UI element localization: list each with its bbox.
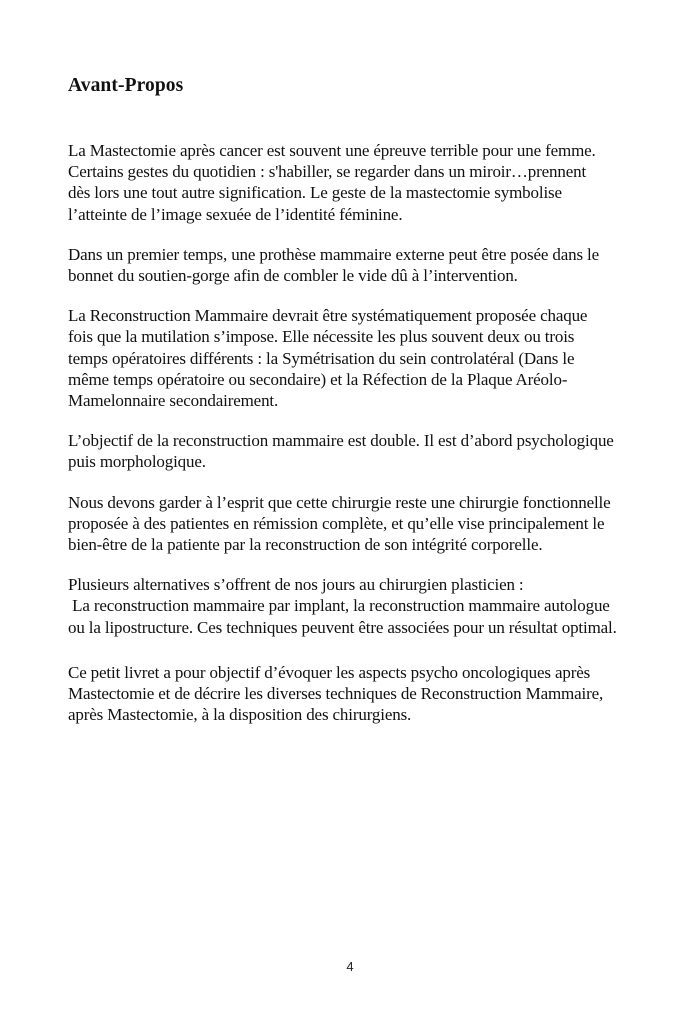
paragraph-line: La Mastectomie après cancer est souvent une épreuve terrible pour une femme.: [68, 141, 596, 160]
paragraph-line: Mamelonnaire secondairement.: [68, 391, 279, 411]
paragraph-line: puis morphologique.: [68, 452, 206, 472]
paragraph-line: même temps opératoire ou secondaire) et la Réfection de la Plaque Aréolo-: [68, 369, 568, 389]
paragraph-line: La Reconstruction Mammaire devrait être systématiquement proposée chaque: [68, 306, 588, 326]
paragraph-1: [68, 140, 658, 225]
paragraph-line: Certains gestes du quotidien : s'habiller, se regarder dans un miroir…prennent: [68, 162, 587, 182]
paragraph-line: La reconstruction mammaire par implant, la reconstruction mammaire autologue: [68, 596, 610, 616]
paragraph-line: fois que la mutilation s’impose. Elle nécessite les plus souvent deux ou trois: [68, 327, 575, 347]
paragraph-5: [68, 492, 658, 556]
paragraph-line: dès lors une tout autre signification. Le geste de la mastectomie symbolise: [68, 183, 562, 203]
paragraph-line: Nous devons garder à l’esprit que cette chirurgie reste une chirurgie fonctionnelle: [68, 492, 611, 512]
paragraph-4: [68, 430, 658, 472]
paragraph-line: après Mastectomie, à la disposition des chirurgiens.: [68, 705, 412, 725]
paragraph-line: temps opératoires différents : la Symétrisation du sein controlatéral (Dans le: [68, 348, 575, 368]
paragraph-line: Ce petit livret a pour objectif d’évoquer les aspects psycho oncologiques après: [68, 662, 591, 682]
paragraph-line: bien-être de la patiente par la reconstruction de son intégrité corporelle.: [68, 535, 543, 555]
page-heading: Avant-Propos: [68, 75, 184, 96]
paragraph-line: l’atteinte de l’image sexuée de l’identité féminine.: [68, 204, 403, 224]
paragraph-line: bonnet du soutien-gorge afin de combler le vide dû à l’intervention.: [68, 266, 518, 286]
paragraph-6: [68, 574, 658, 638]
paragraph-line: proposée à des patientes en rémission complète, et qu’elle vise principalement le: [68, 513, 605, 533]
paragraph-line: Plusieurs alternatives s’offrent de nos jours au chirurgien plasticien :: [68, 575, 524, 595]
paragraph-line: ou la lipostructure. Ces techniques peuvent être associées pour un résultat optimal.: [68, 617, 617, 637]
paragraph-7: [68, 662, 658, 726]
page-content: [68, 72, 658, 725]
paragraph-3: [68, 305, 658, 411]
paragraph-2: [68, 244, 658, 286]
page-number: 4: [346, 959, 354, 974]
paragraph-line: Dans un premier temps, une prothèse mammaire externe peut être posée dans le: [68, 244, 599, 264]
paragraph-line: Mastectomie et de décrire les diverses techniques de Reconstruction Mammaire,: [68, 684, 604, 704]
paragraph-line: L’objectif de la reconstruction mammaire est double. Il est d’abord psychologique: [68, 431, 614, 451]
